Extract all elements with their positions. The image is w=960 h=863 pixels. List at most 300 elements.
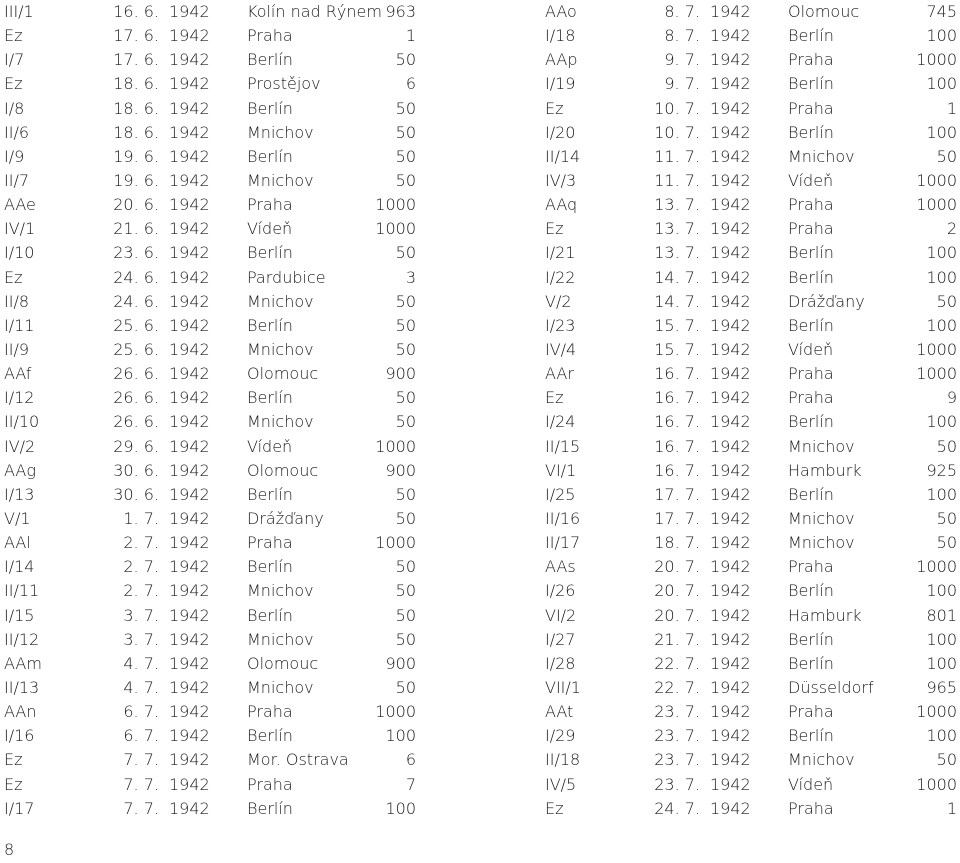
transport-code: AAm bbox=[4, 653, 42, 673]
person-count: 50 bbox=[395, 50, 416, 70]
transport-date: 18. 7. bbox=[654, 533, 700, 553]
table-row bbox=[545, 241, 957, 265]
transport-year: 1942 bbox=[710, 291, 751, 311]
origin-city: Pardubice bbox=[247, 267, 326, 287]
origin-city: Berlín bbox=[247, 315, 293, 335]
page-number: 8 bbox=[4, 840, 15, 859]
origin-city: Mnichov bbox=[247, 339, 314, 359]
person-count: 1000 bbox=[916, 170, 957, 190]
transport-year: 1942 bbox=[710, 798, 751, 818]
table-row bbox=[4, 24, 416, 48]
transport-date: 16. 7. bbox=[654, 412, 700, 432]
table-row bbox=[4, 555, 416, 579]
transport-year: 1942 bbox=[710, 195, 751, 215]
transport-code: AAn bbox=[4, 702, 37, 722]
table-row bbox=[4, 217, 416, 241]
origin-city: Praha bbox=[788, 195, 834, 215]
table-row bbox=[4, 362, 416, 386]
origin-city: Berlín bbox=[788, 243, 834, 263]
transport-date: 2. 7. bbox=[123, 581, 159, 601]
transport-date: 2. 7. bbox=[123, 533, 159, 553]
transport-year: 1942 bbox=[169, 388, 210, 408]
transport-date: 23. 7. bbox=[654, 726, 700, 746]
transport-code: V/2 bbox=[545, 291, 572, 311]
table-row bbox=[545, 24, 957, 48]
transport-code: I/27 bbox=[545, 629, 576, 649]
person-count: 100 bbox=[926, 243, 957, 263]
transport-year: 1942 bbox=[169, 677, 210, 697]
transport-code: I/18 bbox=[545, 26, 576, 46]
person-count: 50 bbox=[395, 291, 416, 311]
origin-city: Olomouc bbox=[247, 653, 319, 673]
transport-code: I/25 bbox=[545, 484, 576, 504]
person-count: 100 bbox=[926, 629, 957, 649]
table-row bbox=[545, 48, 957, 72]
person-count: 1000 bbox=[375, 533, 416, 553]
transport-year: 1942 bbox=[169, 436, 210, 456]
origin-city: Praha bbox=[247, 26, 293, 46]
person-count: 100 bbox=[926, 412, 957, 432]
person-count: 1 bbox=[946, 798, 957, 818]
person-count: 6 bbox=[405, 750, 416, 770]
transport-code: AAs bbox=[545, 557, 576, 577]
person-count: 1 bbox=[405, 26, 416, 46]
origin-city: Vídeň bbox=[788, 339, 834, 359]
table-row bbox=[4, 700, 416, 724]
transport-year: 1942 bbox=[710, 339, 751, 359]
transport-date: 16. 7. bbox=[654, 364, 700, 384]
table-row bbox=[4, 459, 416, 483]
table-row bbox=[545, 72, 957, 96]
table-row bbox=[545, 628, 957, 652]
transport-year: 1942 bbox=[169, 364, 210, 384]
origin-city: Mnichov bbox=[247, 412, 314, 432]
transport-code: I/19 bbox=[545, 74, 576, 94]
transport-date: 2. 7. bbox=[123, 557, 159, 577]
transport-year: 1942 bbox=[169, 605, 210, 625]
transport-code: IV/1 bbox=[4, 219, 36, 239]
transport-date: 3. 7. bbox=[123, 629, 159, 649]
transport-year: 1942 bbox=[710, 219, 751, 239]
table-row bbox=[4, 773, 416, 797]
transport-date: 15. 7. bbox=[654, 339, 700, 359]
transport-date: 18. 6. bbox=[113, 122, 159, 142]
table-row bbox=[4, 193, 416, 217]
transport-code: II/11 bbox=[4, 581, 40, 601]
person-count: 50 bbox=[936, 291, 957, 311]
person-count: 6 bbox=[405, 74, 416, 94]
table-row bbox=[4, 435, 416, 459]
transport-year: 1942 bbox=[710, 605, 751, 625]
table-row bbox=[545, 145, 957, 169]
table-row bbox=[4, 507, 416, 531]
table-row bbox=[545, 531, 957, 555]
transport-code: IV/2 bbox=[4, 436, 36, 456]
person-count: 100 bbox=[926, 74, 957, 94]
person-count: 50 bbox=[395, 629, 416, 649]
origin-city: Mnichov bbox=[788, 146, 855, 166]
transport-date: 16. 7. bbox=[654, 436, 700, 456]
table-row bbox=[545, 169, 957, 193]
transport-date: 9. 7. bbox=[664, 50, 700, 70]
person-count: 963 bbox=[385, 2, 416, 21]
transport-date: 24. 7. bbox=[654, 798, 700, 818]
person-count: 50 bbox=[395, 98, 416, 118]
transport-year: 1942 bbox=[710, 750, 751, 770]
person-count: 50 bbox=[936, 750, 957, 770]
table-row bbox=[545, 0, 957, 24]
origin-city: Praha bbox=[788, 364, 834, 384]
person-count: 50 bbox=[395, 484, 416, 504]
transport-code: Ez bbox=[545, 388, 564, 408]
person-count: 50 bbox=[395, 388, 416, 408]
person-count: 3 bbox=[405, 267, 416, 287]
person-count: 1000 bbox=[916, 364, 957, 384]
transport-date: 23. 6. bbox=[113, 243, 159, 263]
transport-year: 1942 bbox=[710, 26, 751, 46]
transport-date: 17. 6. bbox=[113, 26, 159, 46]
origin-city: Hamburk bbox=[788, 460, 862, 480]
transport-code: II/18 bbox=[545, 750, 581, 770]
transport-code: Ez bbox=[545, 798, 564, 818]
transport-year: 1942 bbox=[169, 339, 210, 359]
transport-year: 1942 bbox=[169, 267, 210, 287]
origin-city: Mnichov bbox=[247, 677, 314, 697]
transport-date: 11. 7. bbox=[654, 146, 700, 166]
table-row bbox=[4, 410, 416, 434]
table-row bbox=[4, 628, 416, 652]
person-count: 801 bbox=[926, 605, 957, 625]
origin-city: Mnichov bbox=[247, 629, 314, 649]
transport-code: I/16 bbox=[4, 726, 35, 746]
transport-year: 1942 bbox=[710, 412, 751, 432]
origin-city: Olomouc bbox=[247, 460, 319, 480]
person-count: 50 bbox=[395, 508, 416, 528]
origin-city: Berlín bbox=[247, 146, 293, 166]
transport-year: 1942 bbox=[169, 74, 210, 94]
transport-year: 1942 bbox=[710, 122, 751, 142]
table-row bbox=[545, 773, 957, 797]
table-row bbox=[4, 604, 416, 628]
origin-city: Prostějov bbox=[247, 74, 321, 94]
transport-code: I/21 bbox=[545, 243, 576, 263]
transport-code: I/15 bbox=[4, 605, 35, 625]
transport-date: 30. 6. bbox=[113, 460, 159, 480]
origin-city: Berlín bbox=[788, 653, 834, 673]
person-count: 50 bbox=[395, 170, 416, 190]
table-row bbox=[4, 266, 416, 290]
transport-year: 1942 bbox=[169, 315, 210, 335]
transport-date: 9. 7. bbox=[664, 74, 700, 94]
person-count: 50 bbox=[395, 557, 416, 577]
transport-date: 8. 7. bbox=[664, 2, 700, 21]
origin-city: Praha bbox=[788, 557, 834, 577]
transport-code: AAe bbox=[4, 195, 36, 215]
transport-year: 1942 bbox=[710, 460, 751, 480]
transport-code: I/14 bbox=[4, 557, 35, 577]
person-count: 50 bbox=[395, 243, 416, 263]
origin-city: Praha bbox=[788, 702, 834, 722]
transport-year: 1942 bbox=[169, 26, 210, 46]
origin-city: Berlín bbox=[788, 412, 834, 432]
transport-date: 18. 6. bbox=[113, 98, 159, 118]
transport-code: II/14 bbox=[545, 146, 581, 166]
person-count: 1000 bbox=[916, 195, 957, 215]
table-row bbox=[545, 121, 957, 145]
transport-list-right bbox=[545, 0, 957, 821]
transport-date: 25. 6. bbox=[113, 339, 159, 359]
person-count: 1000 bbox=[375, 702, 416, 722]
table-row bbox=[4, 48, 416, 72]
transport-year: 1942 bbox=[710, 364, 751, 384]
transport-date: 17. 7. bbox=[654, 508, 700, 528]
transport-date: 10. 7. bbox=[654, 98, 700, 118]
origin-city: Düsseldorf bbox=[788, 677, 874, 697]
table-row bbox=[545, 217, 957, 241]
transport-year: 1942 bbox=[169, 2, 210, 21]
transport-year: 1942 bbox=[169, 774, 210, 794]
transport-code: Ez bbox=[4, 774, 23, 794]
transport-date: 21. 7. bbox=[654, 629, 700, 649]
table-row bbox=[545, 314, 957, 338]
transport-date: 23. 7. bbox=[654, 750, 700, 770]
table-row bbox=[545, 676, 957, 700]
transport-date: 11. 7. bbox=[654, 170, 700, 190]
transport-date: 6. 7. bbox=[123, 726, 159, 746]
transport-year: 1942 bbox=[710, 533, 751, 553]
person-count: 50 bbox=[936, 146, 957, 166]
origin-city: Olomouc bbox=[247, 364, 319, 384]
transport-date: 13. 7. bbox=[654, 243, 700, 263]
origin-city: Berlín bbox=[247, 484, 293, 504]
transport-code: II/9 bbox=[4, 339, 30, 359]
transport-code: I/13 bbox=[4, 484, 35, 504]
transport-date: 22. 7. bbox=[654, 677, 700, 697]
transport-year: 1942 bbox=[710, 677, 751, 697]
transport-date: 13. 7. bbox=[654, 219, 700, 239]
table-row bbox=[4, 290, 416, 314]
person-count: 100 bbox=[385, 798, 416, 818]
transport-year: 1942 bbox=[169, 533, 210, 553]
transport-year: 1942 bbox=[710, 508, 751, 528]
transport-code: I/9 bbox=[4, 146, 25, 166]
transport-date: 26. 6. bbox=[113, 388, 159, 408]
transport-code: VI/1 bbox=[545, 460, 577, 480]
transport-date: 20. 6. bbox=[113, 195, 159, 215]
origin-city: Kolín nad Rýnem bbox=[247, 2, 382, 21]
table-row bbox=[4, 483, 416, 507]
origin-city: Praha bbox=[788, 388, 834, 408]
transport-year: 1942 bbox=[169, 195, 210, 215]
transport-year: 1942 bbox=[710, 653, 751, 673]
table-row bbox=[545, 652, 957, 676]
transport-year: 1942 bbox=[169, 460, 210, 480]
transport-year: 1942 bbox=[710, 243, 751, 263]
transport-date: 8. 7. bbox=[664, 26, 700, 46]
transport-date: 15. 7. bbox=[654, 315, 700, 335]
table-row bbox=[545, 555, 957, 579]
person-count: 1000 bbox=[375, 219, 416, 239]
table-row bbox=[545, 604, 957, 628]
transport-year: 1942 bbox=[169, 243, 210, 263]
person-count: 100 bbox=[926, 484, 957, 504]
transport-code: AAl bbox=[4, 533, 31, 553]
origin-city: Mnichov bbox=[788, 508, 855, 528]
table-row bbox=[545, 483, 957, 507]
transport-date: 24. 6. bbox=[113, 291, 159, 311]
person-count: 7 bbox=[405, 774, 416, 794]
table-row bbox=[545, 748, 957, 772]
origin-city: Berlín bbox=[247, 50, 293, 70]
transport-date: 1. 7. bbox=[123, 508, 159, 528]
transport-year: 1942 bbox=[710, 581, 751, 601]
person-count: 50 bbox=[395, 122, 416, 142]
person-count: 50 bbox=[936, 436, 957, 456]
origin-city: Mnichov bbox=[247, 122, 314, 142]
origin-city: Berlín bbox=[788, 122, 834, 142]
transport-year: 1942 bbox=[710, 315, 751, 335]
transport-code: AAf bbox=[4, 364, 32, 384]
transport-code: II/7 bbox=[4, 170, 30, 190]
transport-code: I/20 bbox=[545, 122, 576, 142]
origin-city: Berlín bbox=[788, 74, 834, 94]
transport-code: I/10 bbox=[4, 243, 35, 263]
transport-date: 13. 7. bbox=[654, 195, 700, 215]
origin-city: Praha bbox=[788, 798, 834, 818]
person-count: 1000 bbox=[916, 339, 957, 359]
origin-city: Berlín bbox=[788, 581, 834, 601]
origin-city: Mor. Ostrava bbox=[247, 750, 349, 770]
person-count: 900 bbox=[385, 364, 416, 384]
transport-year: 1942 bbox=[710, 146, 751, 166]
transport-date: 17. 7. bbox=[654, 484, 700, 504]
transport-year: 1942 bbox=[169, 581, 210, 601]
table-row bbox=[545, 724, 957, 748]
table-row bbox=[545, 700, 957, 724]
transport-date: 19. 6. bbox=[113, 146, 159, 166]
transport-code: I/28 bbox=[545, 653, 576, 673]
person-count: 100 bbox=[926, 315, 957, 335]
table-row bbox=[545, 579, 957, 603]
origin-city: Berlín bbox=[788, 629, 834, 649]
person-count: 50 bbox=[395, 412, 416, 432]
transport-year: 1942 bbox=[169, 170, 210, 190]
origin-city: Praha bbox=[788, 219, 834, 239]
transport-year: 1942 bbox=[169, 146, 210, 166]
transport-year: 1942 bbox=[169, 219, 210, 239]
person-count: 1000 bbox=[916, 774, 957, 794]
person-count: 745 bbox=[926, 2, 957, 21]
origin-city: Praha bbox=[247, 702, 293, 722]
transport-year: 1942 bbox=[710, 50, 751, 70]
table-row bbox=[4, 724, 416, 748]
table-row bbox=[4, 338, 416, 362]
transport-code: I/29 bbox=[545, 726, 576, 746]
table-row bbox=[4, 72, 416, 96]
transport-year: 1942 bbox=[169, 750, 210, 770]
table-row bbox=[545, 435, 957, 459]
transport-code: I/17 bbox=[4, 798, 35, 818]
person-count: 100 bbox=[926, 653, 957, 673]
transport-year: 1942 bbox=[710, 726, 751, 746]
table-row bbox=[4, 241, 416, 265]
transport-date: 22. 7. bbox=[654, 653, 700, 673]
origin-city: Praha bbox=[247, 195, 293, 215]
origin-city: Vídeň bbox=[247, 219, 293, 239]
person-count: 50 bbox=[936, 533, 957, 553]
transport-date: 26. 6. bbox=[113, 412, 159, 432]
transport-code: Ez bbox=[4, 74, 23, 94]
transport-year: 1942 bbox=[169, 653, 210, 673]
transport-date: 21. 6. bbox=[113, 219, 159, 239]
table-row bbox=[4, 169, 416, 193]
transport-year: 1942 bbox=[169, 726, 210, 746]
transport-date: 29. 6. bbox=[113, 436, 159, 456]
transport-date: 6. 7. bbox=[123, 702, 159, 722]
transport-date: 23. 7. bbox=[654, 702, 700, 722]
person-count: 50 bbox=[395, 339, 416, 359]
table-row bbox=[545, 266, 957, 290]
table-row bbox=[545, 386, 957, 410]
transport-date: 25. 6. bbox=[113, 315, 159, 335]
transport-code: AAg bbox=[4, 460, 36, 480]
person-count: 100 bbox=[385, 726, 416, 746]
table-row bbox=[4, 121, 416, 145]
origin-city: Mnichov bbox=[247, 581, 314, 601]
table-row bbox=[4, 386, 416, 410]
transport-date: 20. 7. bbox=[654, 557, 700, 577]
transport-date: 19. 6. bbox=[113, 170, 159, 190]
transport-code: Ez bbox=[545, 219, 564, 239]
origin-city: Berlín bbox=[247, 605, 293, 625]
origin-city: Mnichov bbox=[788, 750, 855, 770]
transport-year: 1942 bbox=[710, 774, 751, 794]
transport-date: 20. 7. bbox=[654, 605, 700, 625]
transport-code: V/1 bbox=[4, 508, 31, 528]
transport-code: II/17 bbox=[545, 533, 581, 553]
transport-code: AAt bbox=[545, 702, 574, 722]
table-row bbox=[4, 314, 416, 338]
transport-date: 23. 7. bbox=[654, 774, 700, 794]
transport-year: 1942 bbox=[169, 484, 210, 504]
transport-date: 30. 6. bbox=[113, 484, 159, 504]
origin-city: Olomouc bbox=[788, 2, 860, 21]
transport-date: 16. 6. bbox=[113, 2, 159, 21]
transport-year: 1942 bbox=[710, 2, 751, 21]
table-row bbox=[545, 97, 957, 121]
transport-code: II/6 bbox=[4, 122, 30, 142]
person-count: 900 bbox=[385, 653, 416, 673]
transport-year: 1942 bbox=[169, 702, 210, 722]
transport-code: IV/3 bbox=[545, 170, 577, 190]
table-row bbox=[545, 797, 957, 821]
transport-year: 1942 bbox=[169, 412, 210, 432]
transport-list-left bbox=[4, 0, 416, 821]
transport-year: 1942 bbox=[710, 629, 751, 649]
origin-city: Mnichov bbox=[788, 533, 855, 553]
origin-city: Berlín bbox=[247, 98, 293, 118]
transport-year: 1942 bbox=[710, 388, 751, 408]
table-row bbox=[4, 145, 416, 169]
person-count: 9 bbox=[946, 388, 957, 408]
origin-city: Praha bbox=[247, 774, 293, 794]
transport-code: II/16 bbox=[545, 508, 581, 528]
person-count: 1000 bbox=[916, 702, 957, 722]
transport-code: I/11 bbox=[4, 315, 35, 335]
transport-date: 7. 7. bbox=[123, 798, 159, 818]
person-count: 50 bbox=[395, 315, 416, 335]
transport-code: II/8 bbox=[4, 291, 30, 311]
